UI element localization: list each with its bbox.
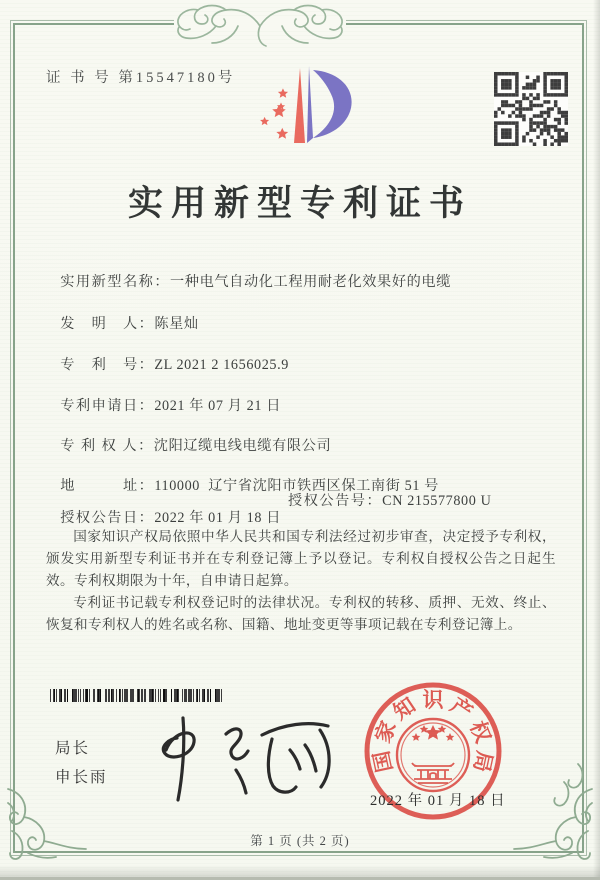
certificate-number: 证 书 号 第15547180号 (46, 70, 236, 86)
certificate-title: 实用新型专利证书 (127, 184, 472, 223)
field-label: 专 利 号： (60, 357, 155, 373)
field-label: 实用新型名称： (60, 274, 171, 290)
seal-char: 权 (465, 717, 496, 747)
seal-char: 知 (389, 692, 420, 725)
legal-paragraph-1: 国家知识产权局依照中华人民共和国专利法经过初步审查，决定授予专利权，颁发实用新型专利证书并在专利登记簿上予以登记。专利权自授权公告之日起生效。专利权期限为十年，自申请日起算。 (46, 529, 556, 589)
field-label: 专利申请日： (60, 398, 155, 414)
field-value: 陈星灿 (154, 316, 199, 332)
official-title: 局长 (55, 740, 91, 757)
official-block (55, 735, 108, 792)
page-number: 第 1 页 (共 2 页) (250, 834, 350, 848)
field-value: 110000 辽宁省沈阳市铁西区保工南街 51 号 (154, 478, 439, 494)
seal-char: 识 (422, 688, 444, 712)
field-label: 发 明 人： (60, 316, 155, 332)
seal-char: 局 (468, 748, 497, 775)
corner-floral-ornament-icon (2, 783, 92, 873)
field-value: 沈阳辽缆电线电缆有限公司 (153, 438, 332, 454)
field-label: 授权公告号： (288, 493, 383, 509)
seal-char: 国 (369, 748, 398, 775)
director-signature (138, 712, 343, 807)
scan-edge-shadow (593, 0, 600, 880)
emblem-stars-icon (412, 725, 455, 741)
cnipa-logo-icon (247, 58, 365, 164)
legal-text (46, 526, 556, 636)
seal-date: 2022 年 01 月 18 日 (370, 793, 506, 809)
corner-floral-ornament-icon (508, 756, 598, 873)
field-label: 地 址： (60, 478, 155, 494)
field-label: 专 利 权 人： (60, 438, 154, 454)
legal-paragraph-2: 专利证书记载专利权登记时的法律状况。专利权的转移、质押、无效、终止、恢复和专利权人的姓名或名称、国籍、地址变更等事项记载在专利登记簿上。 (46, 595, 556, 633)
field-value: 2021 年 07 月 21 日 (154, 398, 281, 414)
seal-char: 家 (370, 717, 401, 747)
field-label: 授权公告日： (60, 510, 155, 526)
field-value: 一种电气自动化工程用耐老化效果好的电缆 (170, 274, 451, 290)
field-grant-date (60, 510, 281, 526)
field-grant-number (288, 490, 491, 510)
qr-code (494, 72, 568, 146)
barcode (50, 689, 222, 702)
dragon-ornament-icon (168, 0, 352, 50)
field-value: ZL 2021 2 1656025.9 (154, 357, 289, 373)
official-name: 申长雨 (55, 768, 108, 786)
field-value: CN 215577800 U (382, 493, 492, 509)
seal-char: 产 (446, 692, 477, 725)
field-value: 2022 年 01 月 18 日 (154, 510, 281, 526)
tiananmen-icon (412, 763, 454, 783)
